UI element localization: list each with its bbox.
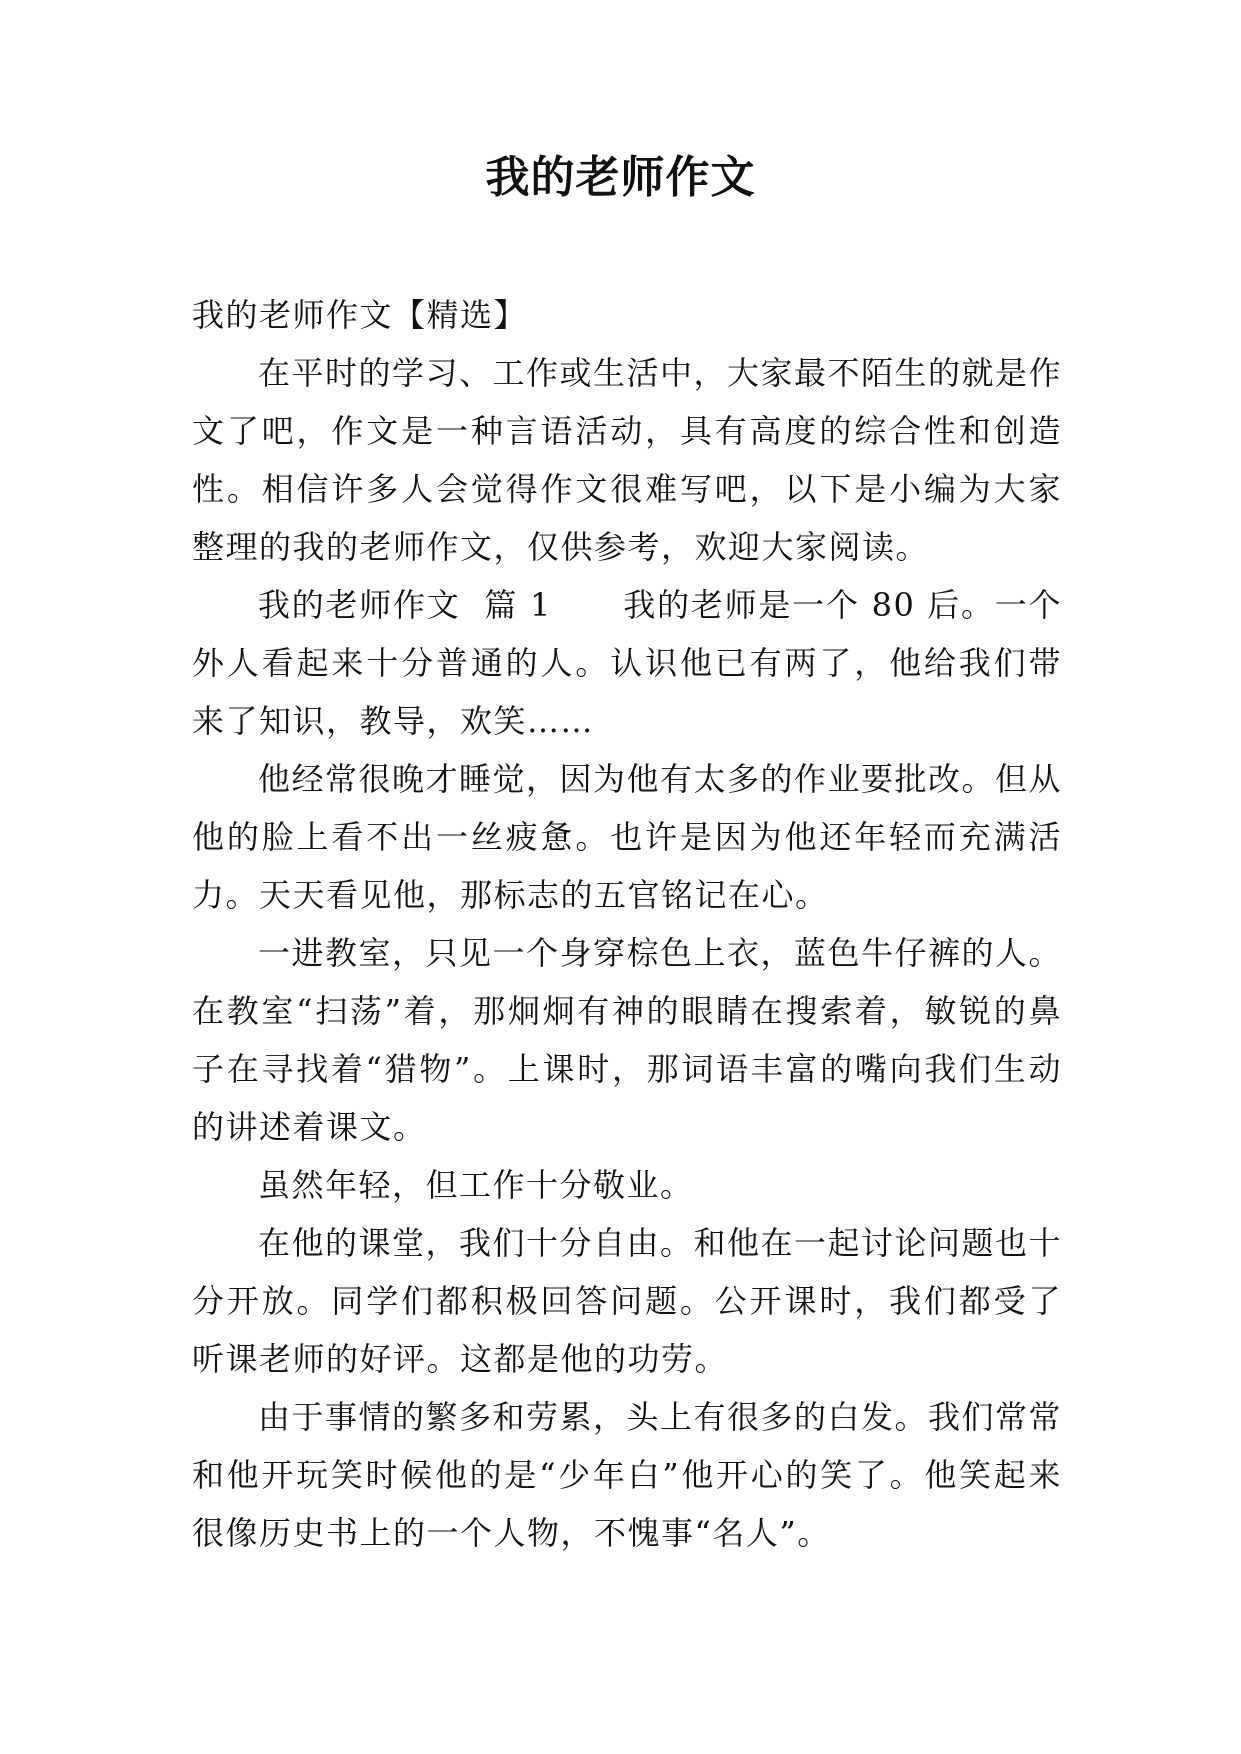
paragraph-intro: 在平时的学习、工作或生活中，大家最不陌生的就是作文了吧，作文是一种言语活动，具有高度的综合性和创造性。相信许多人会觉得作文很难写吧，以下是小编为大家整理的我的老师作文，仅供参考，欢迎大家阅读。	[192, 354, 1063, 566]
document-body	[192, 286, 1062, 1562]
paragraph-free-classroom: 在他的课堂，我们十分自由。和他在一起讨论问题也十分开放。同学们都积极回答问题。公开课时，我们都受了听课老师的好评。这都是他的功劳。	[192, 1224, 1063, 1378]
paragraph-dedication: 虽然年轻，但工作十分敬业。	[258, 1166, 694, 1204]
paragraph-late-nights: 他经常很晚才睡觉，因为他有太多的作业要批改。但从他的脸上看不出一丝疲惫。也许是因为他还年轻而充满活力。天天看见他，那标志的五官铭记在心。	[192, 760, 1063, 914]
document-heading: 我的老师作文【精选】	[192, 296, 528, 334]
paragraph-white-hair: 由于事情的繁多和劳累，头上有很多的白发。我们常常和他开玩笑时候他的是“少年白”他开心的笑了。他笑起来很像历史书上的一个人物，不愧事“名人”。	[192, 1398, 1063, 1552]
paragraph-essay-1-opening: 我的老师作文 篇 1 我的老师是一个 80 后。一个外人看起来十分普通的人。认识他已有两了，他给我们带来了知识，教导，欢笑……	[192, 586, 1062, 740]
document-title: 我的老师作文	[485, 152, 756, 203]
paragraph-classroom-entry: 一进教室，只见一个身穿棕色上衣，蓝色牛仔裤的人。在教室“扫荡”着，那炯炯有神的眼睛在搜索着，敏锐的鼻子在寻找着“猎物”。上课时，那词语丰富的嘴向我们生动的讲述着课文。	[192, 934, 1063, 1146]
